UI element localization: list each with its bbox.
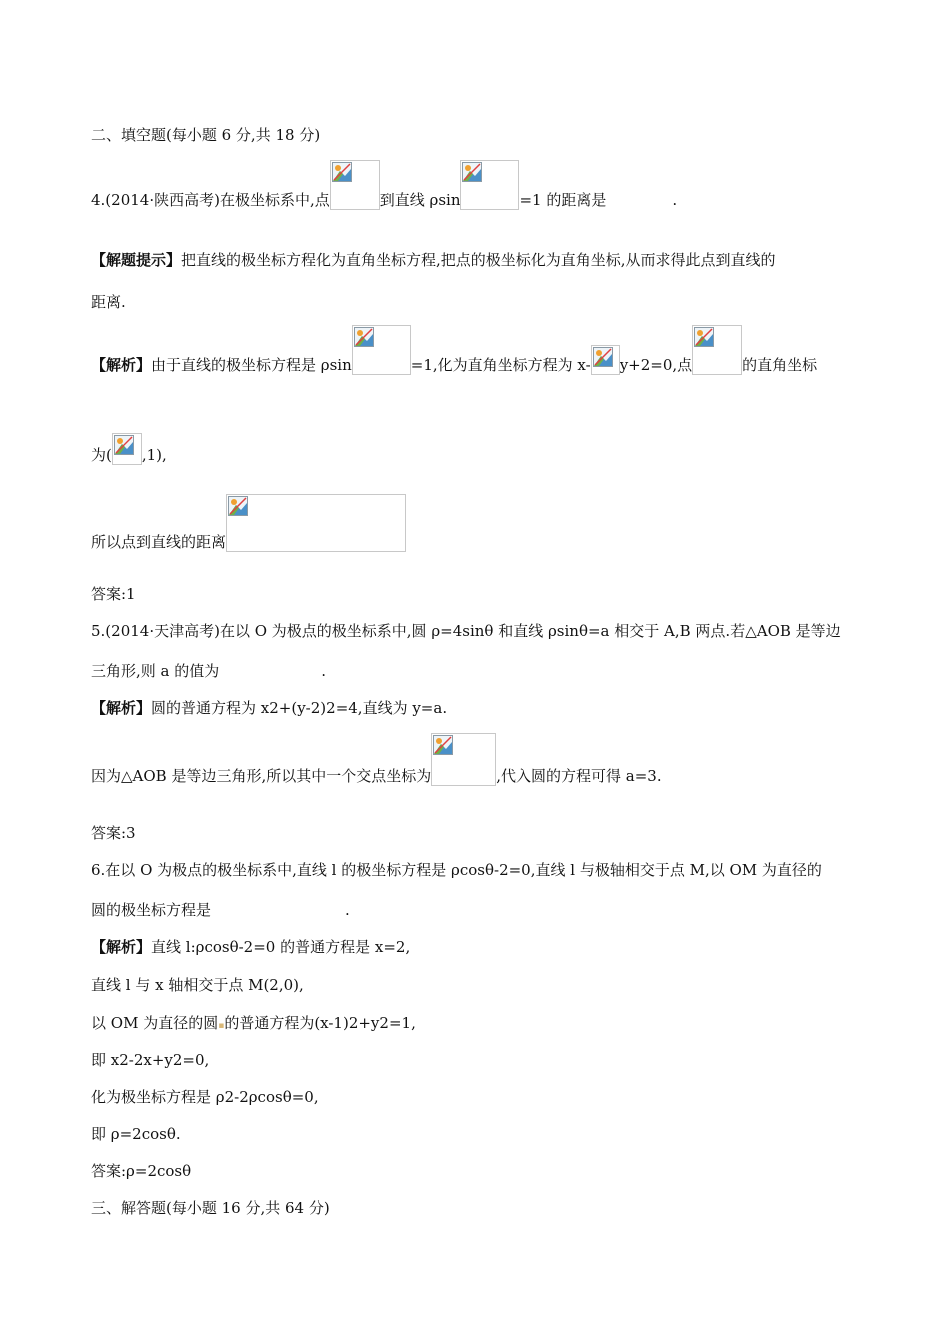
question-6-line-1: 6.在以 O 为极点的极坐标系中,直线 l 的极坐标方程是 ρcosθ-2=0,直线 l 与极轴相交于点 M,以 OM 为直径的 (91, 861, 822, 879)
question-5-line-1: 5.(2014·天津高考)在以 O 为极点的极坐标系中,圆 ρ=4sinθ 和直线 ρsinθ=a 相交于 A,B 两点.若△AOB 是等边 (91, 622, 841, 640)
formula-image (692, 325, 742, 375)
formula-image (226, 494, 406, 552)
solution-6-line-2: 直线 l 与 x 轴相交于点 M(2,0), (91, 976, 304, 994)
question-5-line-2: 三角形,则 a 的值为 . (91, 662, 327, 680)
broken-image-icon (462, 162, 482, 182)
solution-5-line-1: 【解析】圆的普通方程为 x2+(y-2)2=4,直线为 y=a. (91, 699, 448, 717)
q4-text-4: . (672, 191, 678, 209)
answer-6: 答案:ρ=2cosθ (91, 1162, 192, 1180)
hint-line-1: 【解题提示】把直线的极坐标方程化为直角坐标方程,把点的极坐标化为直角坐标,从而求得此点到直线的 (91, 251, 776, 269)
section-2-title: 二、填空题(每小题 6 分,共 18 分) (91, 126, 321, 144)
q4-text-2: 到直线 ρsin (379, 191, 461, 209)
solution-5-line-2: 因为△AOB 是等边三角形,所以其中一个交点坐标为 ,代入圆的方程可得 a=3. (91, 733, 662, 786)
solution-4-line-1: 【解析】 由于直线的极坐标方程是 ρsin =1,化为直角坐标方程为 x- y+2=0,点 的直角坐标 (91, 325, 817, 375)
solution-4-line-3: 所以点到直线的距离 (91, 494, 406, 552)
answer-4: 答案:1 (91, 585, 136, 603)
broken-image-icon (433, 735, 453, 755)
formula-image (112, 433, 142, 465)
hint-line-2: 距离. (91, 293, 126, 311)
solution-6-line-6: 即 ρ=2cosθ. (91, 1125, 181, 1143)
solution-6-line-1: 【解析】直线 l:ρcosθ-2=0 的普通方程是 x=2, (91, 938, 411, 956)
broken-image-icon (114, 435, 134, 455)
question-4 (91, 160, 677, 210)
section-3-title: 三、解答题(每小题 16 分,共 64 分) (91, 1199, 330, 1217)
broken-image-icon (332, 162, 352, 182)
solution-6-line-3: 以 OM 为直径的圆▪的普通方程为(x-1)2+y2=1, (91, 1014, 416, 1032)
solution-label: 【解析】 (91, 356, 152, 374)
answer-5: 答案:3 (91, 824, 136, 842)
broken-image-icon (593, 347, 613, 367)
hint-label: 【解题提示】 (91, 251, 182, 269)
formula-image (352, 325, 411, 375)
formula-image (431, 733, 496, 786)
formula-image (330, 160, 380, 210)
q4-text-3: =1 的距离是 (519, 191, 607, 209)
broken-image-icon (694, 327, 714, 347)
q4-text-1: 4.(2014·陕西高考)在极坐标系中,点 (91, 191, 330, 209)
formula-image (591, 345, 620, 375)
anchor-mark-icon: ▪ (218, 1021, 225, 1031)
solution-label: 【解析】 (91, 699, 152, 717)
solution-6-line-4: 即 x2-2x+y2=0, (91, 1051, 210, 1069)
broken-image-icon (228, 496, 248, 516)
solution-6-line-5: 化为极坐标方程是 ρ2-2ρcosθ=0, (91, 1088, 319, 1106)
broken-image-icon (354, 327, 374, 347)
question-6-line-2: 圆的极坐标方程是 . (91, 901, 350, 919)
solution-4-line-2: 为( ,1), (91, 433, 167, 465)
solution-label: 【解析】 (91, 938, 152, 956)
formula-image (460, 160, 519, 210)
